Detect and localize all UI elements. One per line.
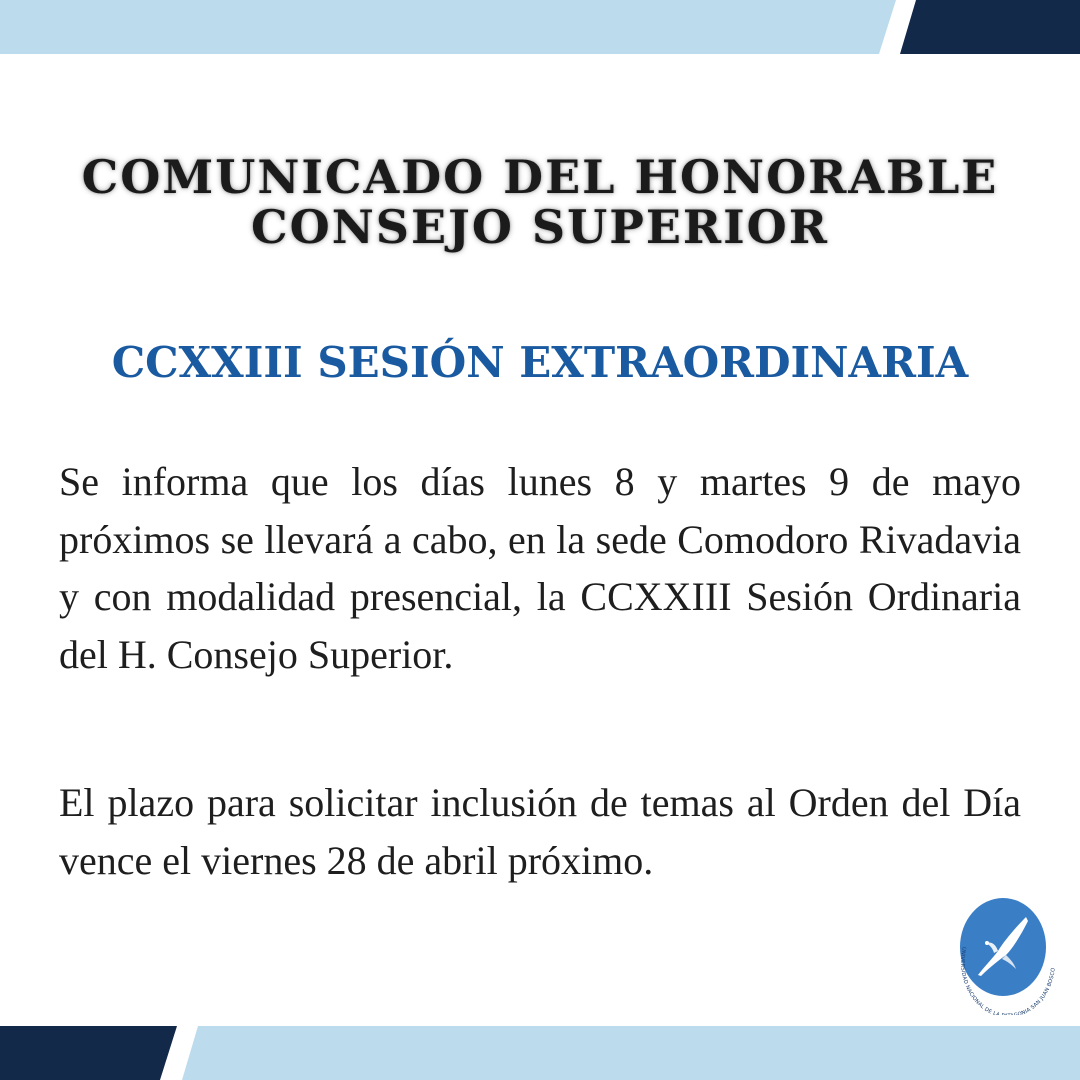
top-decorative-band [0,0,1080,54]
university-logo [952,893,1062,1015]
title-line-1: COMUNICADO DEL HONORABLE [81,150,999,204]
title-line-2: CONSEJO SUPERIOR [251,200,829,254]
logo-text: UNIVERSIDAD NACIONAL DE LA ONIA SAN JUAN BOSCO [958,946,1057,1015]
deadline-paragraph: El plazo para solicitar inclusión de temas al Orden del Día vence el viernes 28 de abril próximo. [59,780,1021,883]
announcement-paragraph: Se informa que los días lunes 8 y martes 9 de mayo próximos se llevará a cabo, en la sede Comodoro Rivadavia y con modalidad presencial, la CCXXIII Sesión Ordinaria del H. Consejo Superior. [59,459,1021,677]
bottom-decorative-band [0,1026,1080,1080]
page-title [0,152,1080,252]
session-title: CCXXIII SESIÓN EXTRAORDINARIA [111,338,969,387]
